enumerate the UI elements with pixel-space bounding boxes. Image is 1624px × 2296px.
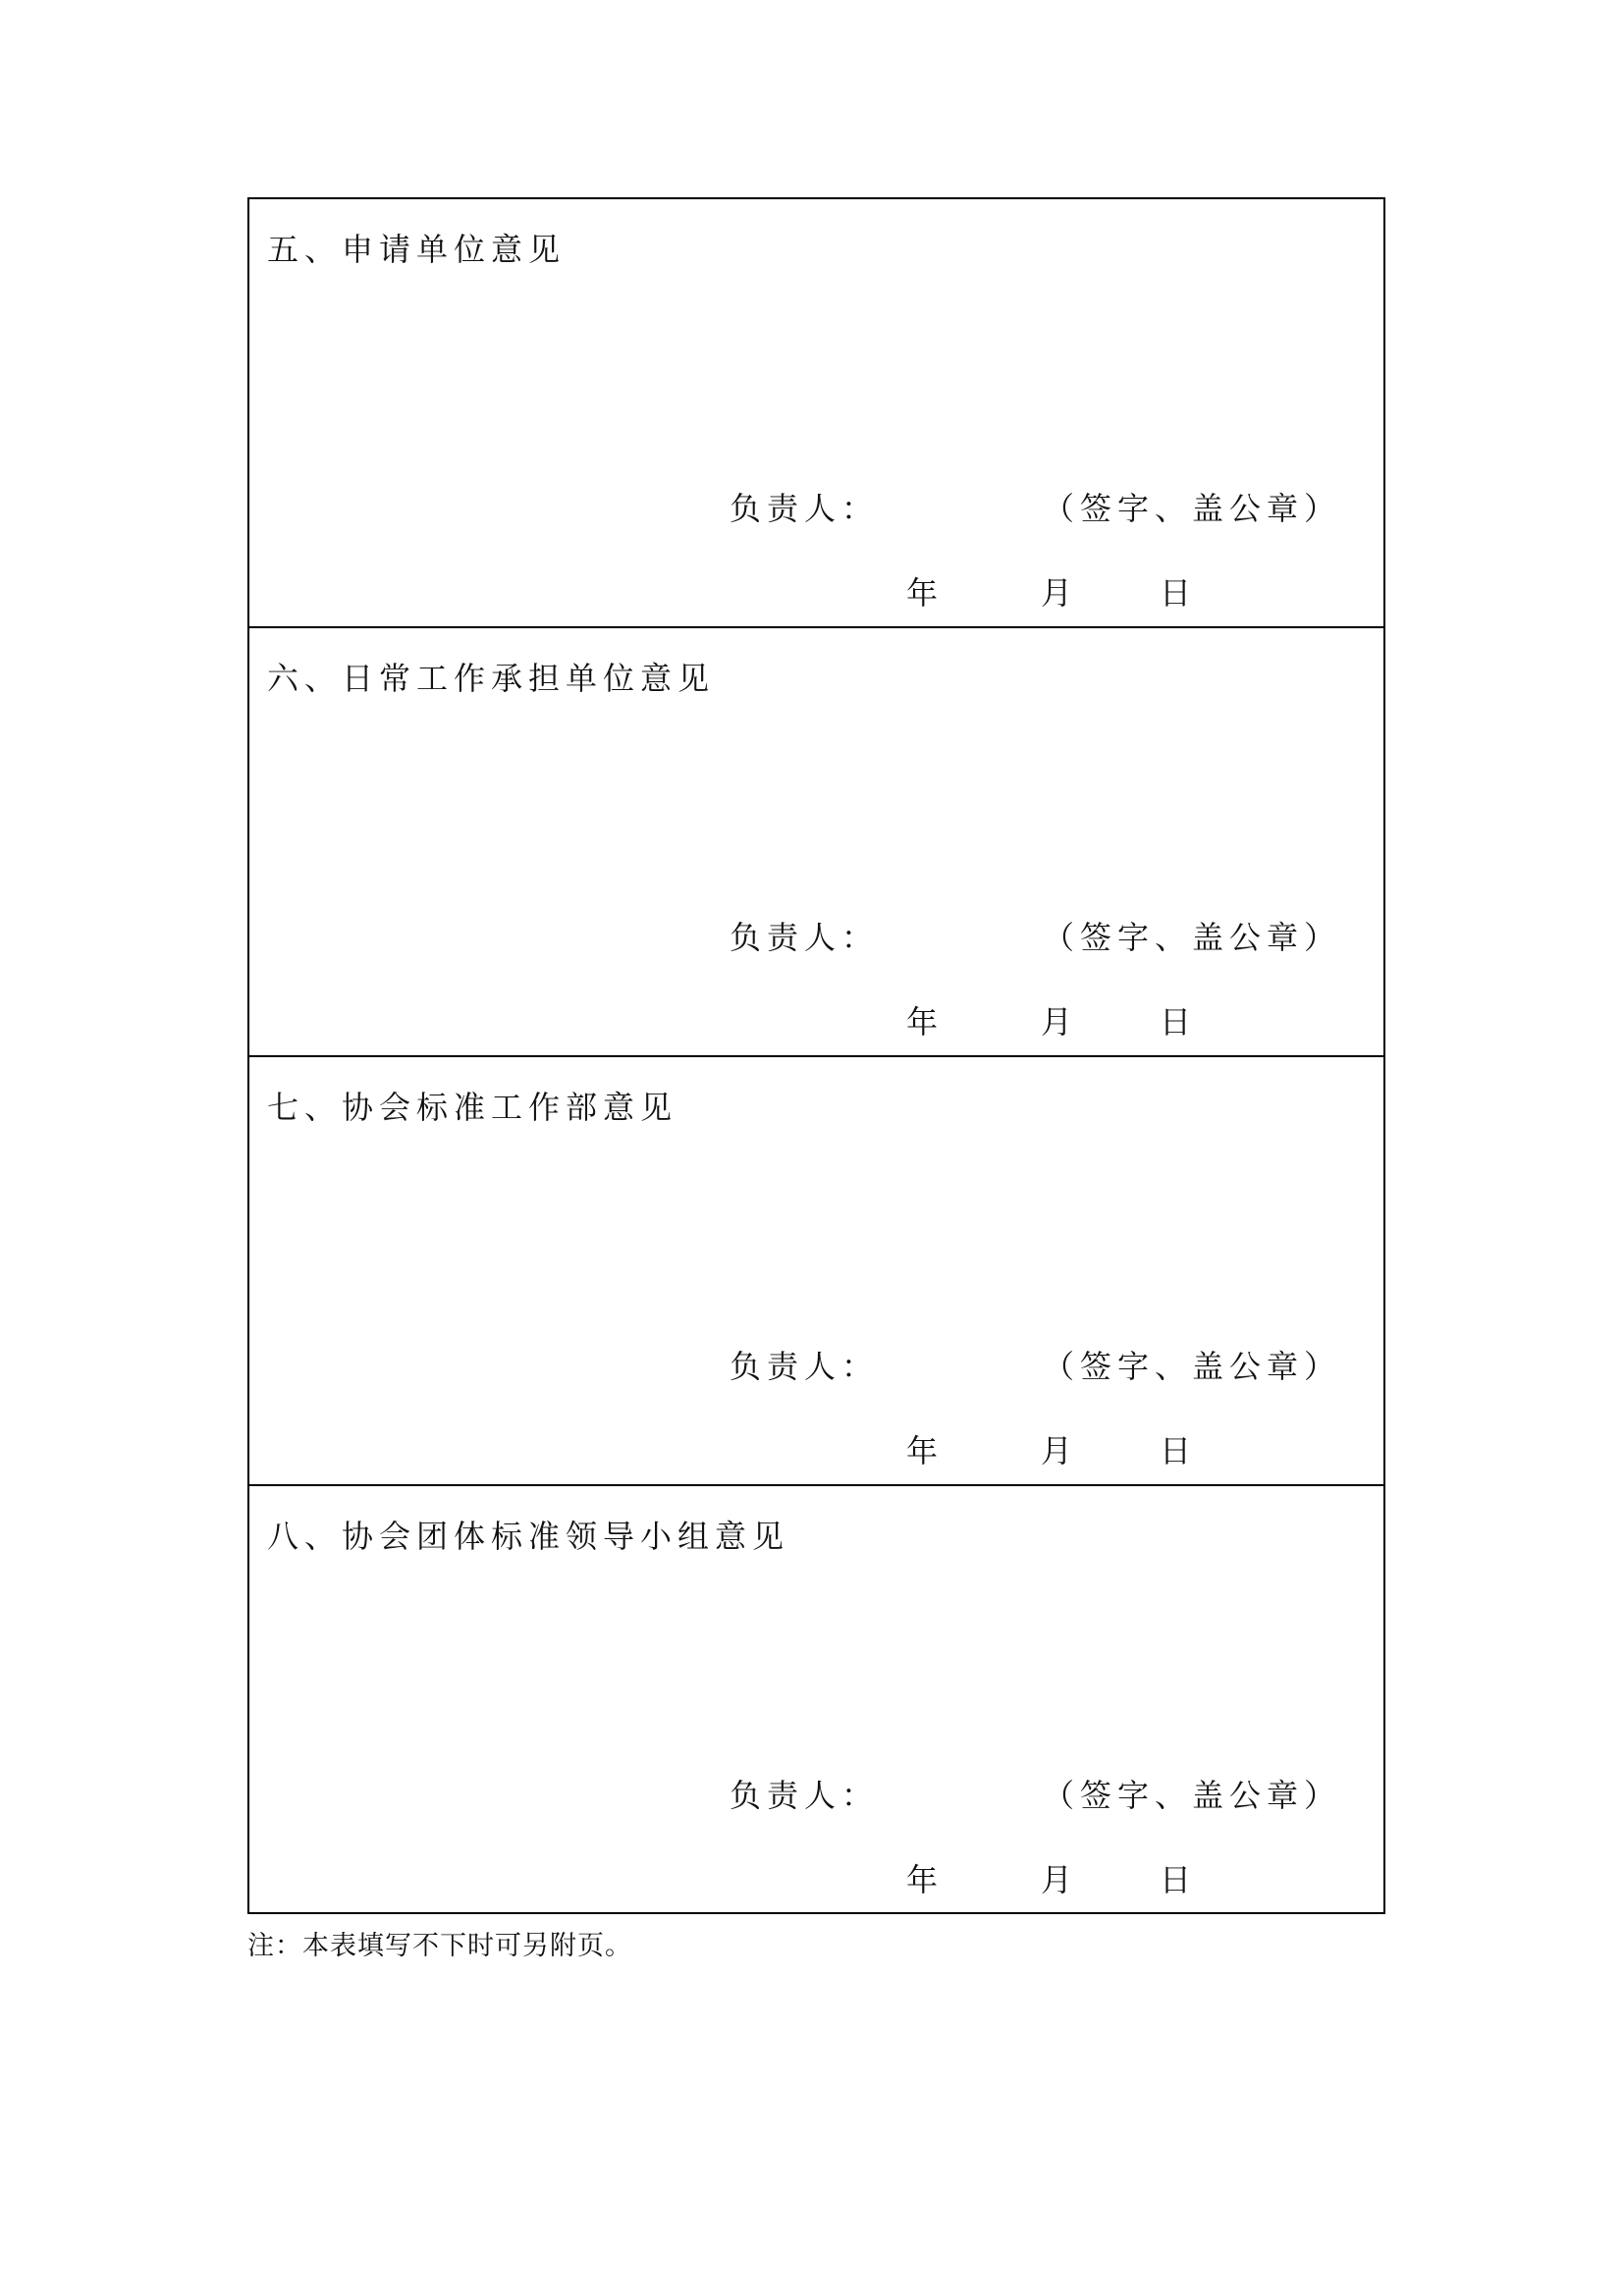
date-month-label: 月 [1041, 1432, 1073, 1469]
section-applicant-opinion[interactable] [249, 199, 1383, 628]
sign-seal-note: （签字、盖公章） [1043, 919, 1342, 956]
sign-seal-note: （签字、盖公章） [1043, 490, 1342, 527]
section-standards-dept-opinion[interactable] [249, 1057, 1383, 1486]
date-year-label: 年 [906, 1003, 939, 1041]
section-title: 七、协会标准工作部意见 [267, 1089, 678, 1126]
section-title: 六、日常工作承担单位意见 [267, 660, 716, 697]
date-month-label: 月 [1041, 574, 1073, 612]
date-day-label: 日 [1160, 1432, 1192, 1469]
date-year-label: 年 [906, 1861, 939, 1898]
signer-label: 负责人： [730, 1777, 880, 1814]
date-day-label: 日 [1160, 1003, 1192, 1041]
sign-seal-note: （签字、盖公章） [1043, 1777, 1342, 1814]
signer-label: 负责人： [730, 919, 880, 956]
opinion-form-table [247, 197, 1385, 1914]
section-title: 五、申请单位意见 [267, 231, 567, 268]
sign-seal-note: （签字、盖公章） [1043, 1348, 1342, 1385]
section-daily-work-unit-opinion[interactable] [249, 628, 1383, 1057]
section-leadership-group-opinion[interactable] [249, 1486, 1383, 1915]
date-year-label: 年 [906, 1432, 939, 1469]
date-month-label: 月 [1041, 1003, 1073, 1041]
date-year-label: 年 [906, 574, 939, 612]
signer-label: 负责人： [730, 490, 880, 527]
date-day-label: 日 [1160, 574, 1192, 612]
date-month-label: 月 [1041, 1861, 1073, 1898]
signer-label: 负责人： [730, 1348, 880, 1385]
section-title: 八、协会团体标准领导小组意见 [267, 1518, 790, 1555]
date-day-label: 日 [1160, 1861, 1192, 1898]
form-footnote: 注：本表填写不下时可另附页。 [247, 1931, 632, 1961]
